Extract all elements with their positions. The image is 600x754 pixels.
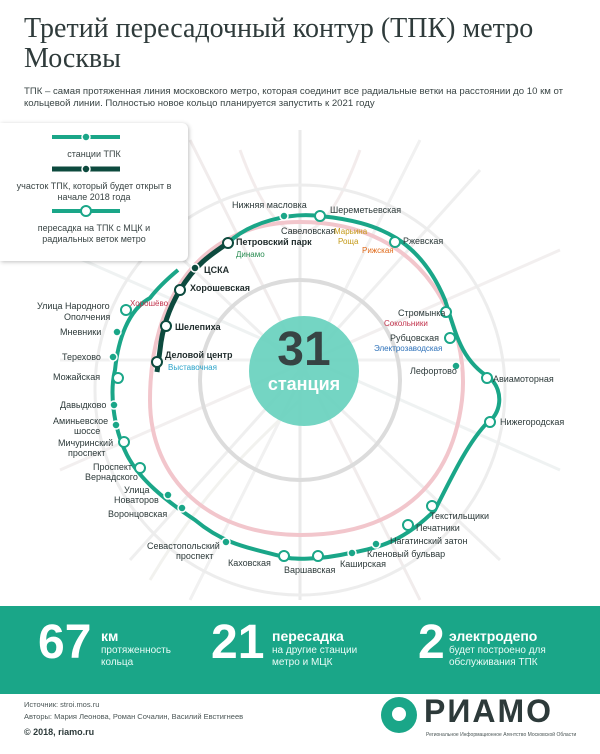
station-count-label: станция <box>267 374 341 394</box>
label-rizhskaya: Рижская <box>362 246 394 255</box>
label-rubtsovskaya: Рубцовская <box>390 333 440 343</box>
station-count-number: 31 <box>277 323 331 376</box>
label-nagatinsky: Нагатинский затон <box>390 536 468 546</box>
label-vystavochnaya: Выставочная <box>168 363 217 372</box>
label-rzhevskaya: Ржевская <box>403 236 444 246</box>
riamo-logo-subtitle: Региональное Информационное Агентство Московской Области <box>426 732 577 738</box>
label-stromynka: Стромынка <box>398 308 446 318</box>
label-savelovskaya: Савеловская <box>281 226 336 236</box>
label-aminyevskoe-2: шоссе <box>74 426 101 436</box>
label-novatorov-2: Новаторов <box>114 495 159 505</box>
label-sheremetyevskaya: Шереметьевская <box>330 205 402 215</box>
stat-transfers-desc: на другие станции метро и МЦК <box>272 645 358 668</box>
label-aviamotornaya: Авиамоторная <box>493 374 554 384</box>
stat-depot-number: 2 <box>418 616 445 669</box>
legend-item-2018-segment: участок ТПК, который будет открыт в начале 2018 года <box>16 181 172 202</box>
label-petrovsky-park: Петровский парк <box>236 237 312 247</box>
label-delovoy-tsentr: Деловой центр <box>165 350 233 360</box>
label-nizhnyaya-maslovka: Нижняя масловка <box>232 200 307 210</box>
label-kashirskaya: Каширская <box>340 559 387 569</box>
stat-length-desc: протяженность кольца <box>101 645 171 668</box>
label-michurinsky-1: Мичуринский <box>58 438 114 448</box>
label-davydkovo: Давыдково <box>60 400 107 410</box>
label-novatorov-1: Улица <box>124 485 150 495</box>
footer-copyright: © 2018, riamo.ru <box>24 727 95 737</box>
label-mnevniki: Мневники <box>60 327 102 337</box>
label-dinamo: Динамо <box>236 250 265 259</box>
label-varshavskaya: Варшавская <box>284 565 336 575</box>
page-subtitle: ТПК – самая протяженная линия московского метро, которая соединит все радиальные ветки на расстоянии до 10 км от кольцевой линии. Полностью новое кольцо планируется запустить к 2021 году <box>24 86 564 109</box>
label-terekhovo: Терехово <box>62 352 101 362</box>
legend-item-stations: станции ТПК <box>67 149 121 159</box>
label-ulitsa-narodnogo-2: Ополчения <box>64 312 111 322</box>
label-tekstilshchiki: Текстильщики <box>430 511 490 521</box>
label-vernadskogo-2: Вернадского <box>85 472 138 482</box>
stat-depot-unit: электродепо <box>449 628 538 644</box>
station-count-badge <box>249 316 359 426</box>
label-elektrozavodskaya: Электрозаводская <box>374 344 443 353</box>
label-michurinsky-2: проспект <box>68 448 106 458</box>
label-maryina-roshcha-1: Марьина <box>334 227 368 236</box>
label-khoroshevo: Хорошёво <box>130 299 169 308</box>
footer-authors: Авторы: Мария Леонова, Роман Сочалин, Василий Евстигнеев <box>24 712 244 721</box>
label-lefortovo: Лефортово <box>410 366 457 376</box>
map-legend <box>0 123 188 261</box>
label-sokolniki: Сокольники <box>384 319 428 328</box>
label-mozhayskaya: Можайская <box>53 372 101 382</box>
label-khoroshevskaya: Хорошевская <box>190 283 250 293</box>
label-maryina-roshcha-2: Роща <box>338 237 359 246</box>
label-nizhegorodskaya: Нижегородская <box>500 417 565 427</box>
label-sevastopolsky-2: проспект <box>176 551 214 561</box>
riamo-logo-text: РИАМО <box>424 693 553 729</box>
label-vorontsovskaya: Воронцовская <box>108 509 168 519</box>
stat-length-number: 67 <box>38 616 92 669</box>
stat-depot-desc: будет построено для обслуживания ТПК <box>449 645 546 668</box>
stat-transfers-unit: пересадка <box>272 628 344 644</box>
label-cska: ЦСКА <box>204 265 230 275</box>
label-klenovy: Кленовый бульвар <box>367 549 446 559</box>
riamo-logo-icon <box>381 697 417 733</box>
label-ulitsa-narodnogo-1: Улица Народного <box>37 301 110 311</box>
footer-source: Источник: stroi.mos.ru <box>24 700 100 709</box>
legend-item-transfer: пересадка на ТПК с МЦК и радиальных веток метро <box>37 223 151 244</box>
label-sevastopolsky-1: Севастопольский <box>147 541 220 551</box>
label-aminyevskoe-1: Аминьевское <box>53 416 109 426</box>
page-title: Третий пересадочный контур (ТПК) метро Москвы <box>24 13 534 74</box>
label-pechatniki: Печатники <box>416 523 460 533</box>
stat-transfers-number: 21 <box>211 616 265 669</box>
label-shelepikha: Шелепиха <box>175 322 221 332</box>
stat-length-unit: км <box>101 628 119 644</box>
label-kakhovskaya: Каховская <box>228 558 271 568</box>
label-vernadskogo-1: Проспект <box>93 462 133 472</box>
